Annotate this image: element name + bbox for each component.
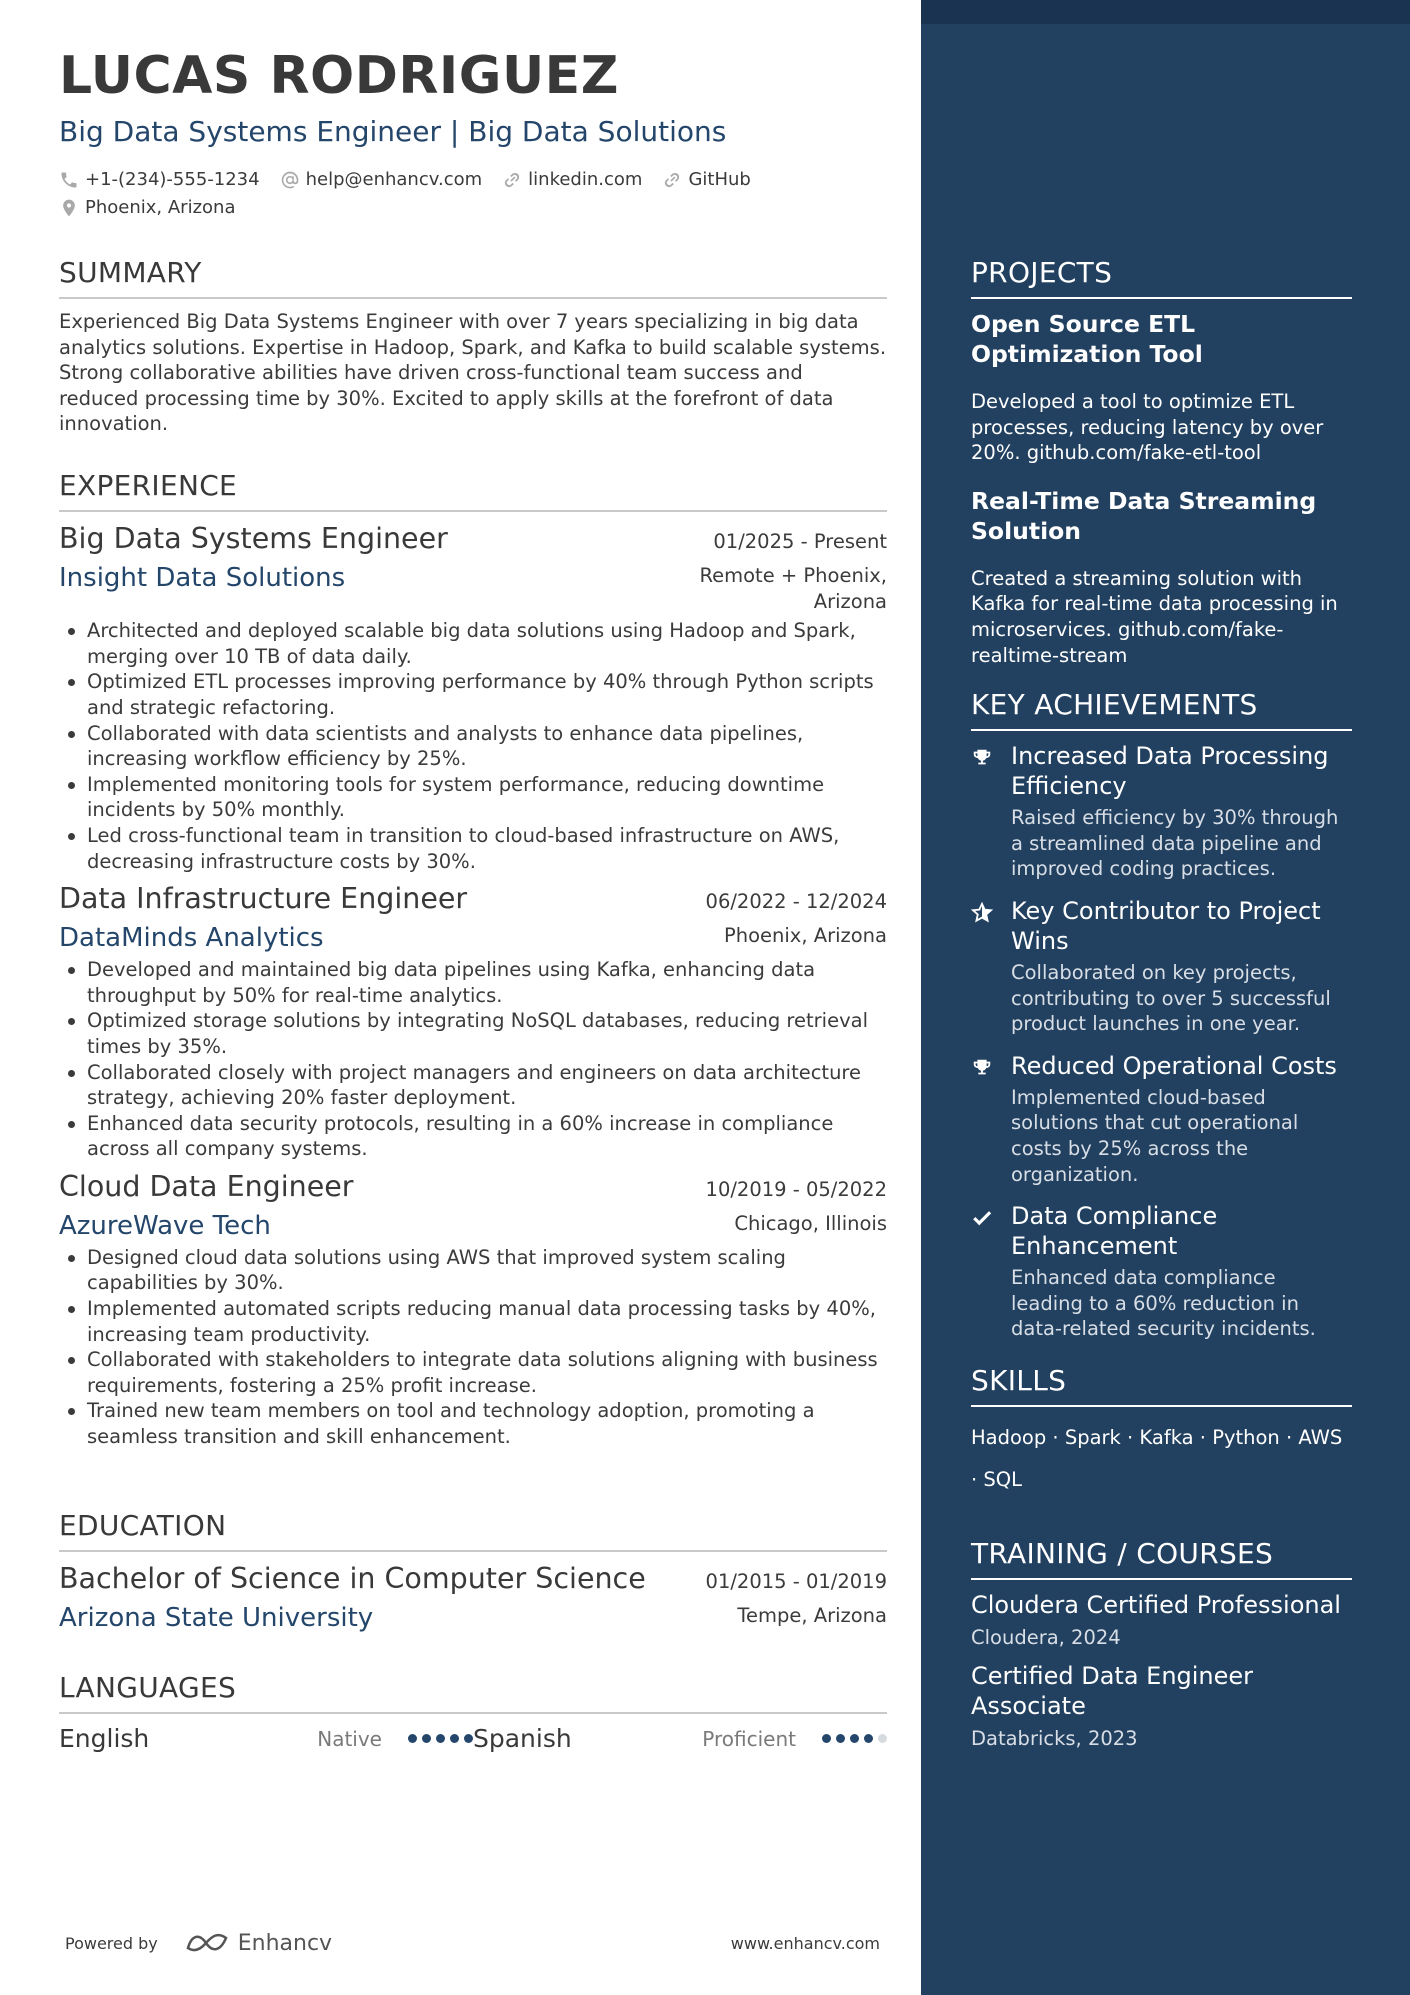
language-level: Proficient bbox=[702, 1726, 796, 1751]
enhancv-logo[interactable] bbox=[184, 1930, 332, 1956]
school-location: Tempe, Arizona bbox=[737, 1604, 887, 1627]
website-link[interactable]: www.enhancv.com bbox=[730, 1933, 880, 1953]
job-date: 06/2022 - 12/2024 bbox=[705, 890, 887, 914]
phone-text: +1-(234)-555-1234 bbox=[85, 169, 260, 190]
rating-dot-filled bbox=[422, 1734, 431, 1743]
achievement-title: Key Contributor to Project Wins bbox=[1011, 896, 1321, 955]
job-bullets bbox=[59, 957, 887, 1162]
job-title: Big Data Systems Engineer bbox=[59, 522, 448, 555]
trophy-icon bbox=[971, 747, 993, 769]
achievement-title: Reduced Operational Costs bbox=[1011, 1051, 1337, 1080]
star-icon bbox=[971, 902, 993, 924]
languages-title: LANGUAGES bbox=[59, 1671, 887, 1714]
brand-name: Enhancv bbox=[237, 1930, 333, 1956]
bullet-item: Optimized storage solutions by integrating NoSQL databases, reducing retrieval times by 35%. bbox=[59, 1008, 887, 1059]
location-contact bbox=[59, 194, 235, 222]
course-item bbox=[971, 1661, 1352, 1750]
education-title: EDUCATION bbox=[59, 1509, 887, 1552]
github-contact[interactable] bbox=[662, 166, 750, 194]
rating-dot-filled bbox=[464, 1734, 473, 1743]
project-desc: Created a streaming solution with Kafka for real-time data processing in microservices. github.com/fake-realtime-stream bbox=[971, 566, 1338, 667]
contact-info bbox=[59, 166, 887, 222]
course-title: Certified Data Engineer Associate bbox=[971, 1661, 1254, 1720]
check-icon bbox=[971, 1207, 993, 1229]
job-bullets bbox=[59, 618, 887, 874]
language-item bbox=[59, 1724, 473, 1753]
bullet-item: Implemented automated scripts reducing manual data processing tasks by 40%, increasing team productivity. bbox=[59, 1296, 887, 1347]
achievement-desc: Implemented cloud-based solutions that cut operational costs by 25% across the organization. bbox=[1011, 1085, 1299, 1186]
link-icon bbox=[502, 170, 522, 190]
sidebar-top-band bbox=[921, 0, 1410, 24]
rating-dot-filled bbox=[822, 1734, 831, 1743]
phone-icon bbox=[59, 170, 79, 190]
training-section bbox=[971, 1537, 1352, 1750]
education-date: 01/2015 - 01/2019 bbox=[705, 1570, 887, 1593]
bullet-item: Implemented monitoring tools for system performance, reducing downtime incidents by 50% monthly. bbox=[59, 772, 887, 823]
job-title: Cloud Data Engineer bbox=[59, 1169, 354, 1203]
rating-dot-filled bbox=[864, 1734, 873, 1743]
at-icon bbox=[280, 170, 300, 190]
summary-text: Experienced Big Data Systems Engineer with over 7 years specializing in big data analytics solutions. Expertise in Hadoop, Spark, and Kafka to build scalable systems. Strong collaborative abilities have driven cross-functional team success and reduced processing time by 30%. Excited to apply skills at the forefront of data innovation. bbox=[59, 310, 887, 436]
job-bullets bbox=[59, 1245, 887, 1450]
header bbox=[59, 40, 887, 222]
bullet-item: Trained new team members on tool and technology adoption, promoting a seamless transition and skill enhancement. bbox=[59, 1398, 887, 1449]
project-item bbox=[971, 309, 1352, 466]
location-text: Phoenix, Arizona bbox=[85, 197, 236, 218]
achievement-desc: Raised efficiency by 30% through a streamlined data pipeline and improved coding practices. bbox=[1011, 806, 1339, 881]
project-title: Real-Time Data Streaming Solution bbox=[971, 486, 1317, 545]
powered-by-text: Powered by bbox=[65, 1933, 158, 1953]
location-pin-icon bbox=[59, 198, 79, 218]
bullet-item: Optimized ETL processes improving performance by 40% through Python scripts and strategic refactoring. bbox=[59, 669, 887, 720]
company-name: Insight Data Solutions bbox=[59, 563, 346, 593]
job-title: Data Infrastructure Engineer bbox=[59, 882, 468, 916]
trophy-icon bbox=[971, 1057, 993, 1079]
skills-list: Hadoop · Spark · Kafka · Python · AWS · SQL bbox=[971, 1425, 1343, 1491]
job-entry bbox=[59, 1170, 887, 1450]
achievement-item bbox=[971, 741, 1352, 882]
project-title: Open Source ETL Optimization Tool bbox=[971, 310, 1203, 368]
rating-dot-filled bbox=[850, 1734, 859, 1743]
course-provider: Cloudera, 2024 bbox=[971, 1625, 1121, 1649]
github-text: GitHub bbox=[688, 169, 751, 190]
rating-dot-filled bbox=[408, 1734, 417, 1743]
bullet-item: Developed and maintained big data pipelines using Kafka, enhancing data throughput by 50% for real-time analytics. bbox=[59, 957, 887, 1008]
infinity-logo-icon bbox=[184, 1930, 230, 1956]
course-provider: Databricks, 2023 bbox=[971, 1726, 1138, 1750]
achievement-desc: Enhanced data compliance leading to a 60% reduction in data-related security incidents. bbox=[1011, 1266, 1316, 1341]
achievement-desc: Collaborated on key projects, contributing to over 5 successful product launches in one year. bbox=[1011, 960, 1331, 1036]
email-text: help@enhancv.com bbox=[305, 169, 483, 190]
language-item bbox=[473, 1724, 887, 1753]
achievement-item bbox=[971, 896, 1352, 1037]
bullet-item: Collaborated with stakeholders to integrate data solutions aligning with business requirements, fostering a 25% profit increase. bbox=[59, 1347, 887, 1398]
bullet-item: Collaborated with data scientists and analysts to enhance data pipelines, increasing workflow efficiency by 25%. bbox=[59, 721, 887, 772]
bullet-item: Designed cloud data solutions using AWS that improved system scaling capabilities by 30%. bbox=[59, 1245, 887, 1296]
summary-title: SUMMARY bbox=[59, 256, 887, 299]
job-location: Phoenix, Arizona bbox=[723, 924, 887, 948]
candidate-tagline: Big Data Systems Engineer | Big Data Solutions bbox=[59, 115, 727, 148]
skills-title: SKILLS bbox=[971, 1364, 1352, 1407]
course-title: Cloudera Certified Professional bbox=[971, 1590, 1341, 1619]
sidebar bbox=[921, 0, 1410, 1995]
language-name: Spanish bbox=[473, 1724, 572, 1753]
experience-section bbox=[59, 469, 887, 1450]
linkedin-contact[interactable] bbox=[502, 166, 642, 194]
school-name: Arizona State University bbox=[59, 1603, 374, 1633]
education-section bbox=[59, 1509, 887, 1633]
footer bbox=[65, 1930, 880, 1956]
candidate-name: LUCAS RODRIGUEZ bbox=[59, 46, 619, 106]
project-item bbox=[971, 486, 1352, 668]
achievement-title: Increased Data Processing Efficiency bbox=[1011, 742, 1329, 801]
projects-section bbox=[971, 256, 1352, 668]
job-entry bbox=[59, 522, 887, 874]
language-name: English bbox=[59, 1724, 150, 1753]
company-name: DataMinds Analytics bbox=[59, 923, 324, 954]
achievement-item bbox=[971, 1051, 1352, 1187]
language-rating bbox=[408, 1734, 473, 1743]
languages-section bbox=[59, 1671, 887, 1753]
training-title: TRAINING / COURSES bbox=[971, 1537, 1352, 1580]
rating-dot-filled bbox=[450, 1734, 459, 1743]
achievement-item bbox=[971, 1201, 1352, 1342]
achievements-title: KEY ACHIEVEMENTS bbox=[971, 688, 1352, 731]
rating-dot-filled bbox=[436, 1734, 445, 1743]
degree-title: Bachelor of Science in Computer Science bbox=[59, 1562, 646, 1595]
bullet-item: Enhanced data security protocols, resulting in a 60% increase in compliance across all company systems. bbox=[59, 1111, 887, 1162]
job-date: 10/2019 - 05/2022 bbox=[705, 1177, 887, 1201]
company-name: AzureWave Tech bbox=[59, 1210, 271, 1241]
bullet-item: Collaborated closely with project managers and engineers on data architecture strategy, achieving 20% faster deployment. bbox=[59, 1060, 887, 1111]
bullet-item: Architected and deployed scalable big data solutions using Hadoop and Spark, merging over 10 TB of data daily. bbox=[59, 618, 887, 669]
summary-section bbox=[59, 256, 887, 437]
language-level: Native bbox=[317, 1726, 382, 1751]
phone-contact[interactable] bbox=[59, 166, 260, 194]
course-item bbox=[971, 1590, 1352, 1649]
projects-title: PROJECTS bbox=[971, 256, 1352, 299]
email-contact[interactable] bbox=[280, 166, 483, 194]
achievements-section bbox=[971, 688, 1352, 1342]
job-location: Remote + Phoenix, Arizona bbox=[699, 564, 887, 613]
rating-dot-filled bbox=[836, 1734, 845, 1743]
experience-title: EXPERIENCE bbox=[59, 469, 887, 512]
linkedin-text: linkedin.com bbox=[528, 169, 643, 190]
job-entry bbox=[59, 882, 887, 1162]
achievement-title: Data Compliance Enhancement bbox=[1011, 1202, 1218, 1261]
skills-section bbox=[971, 1364, 1352, 1501]
job-location: Chicago, Illinois bbox=[734, 1211, 887, 1235]
language-rating bbox=[822, 1734, 887, 1743]
job-date: 01/2025 - Present bbox=[713, 530, 887, 553]
link-icon bbox=[662, 170, 682, 190]
project-desc: Developed a tool to optimize ETL processes, reducing latency by over 20%. github.com/fake-etl-tool bbox=[971, 390, 1324, 465]
bullet-item: Led cross-functional team in transition to cloud-based infrastructure on AWS, decreasing infrastructure costs by 30%. bbox=[59, 823, 887, 874]
rating-dot-empty bbox=[878, 1734, 887, 1743]
